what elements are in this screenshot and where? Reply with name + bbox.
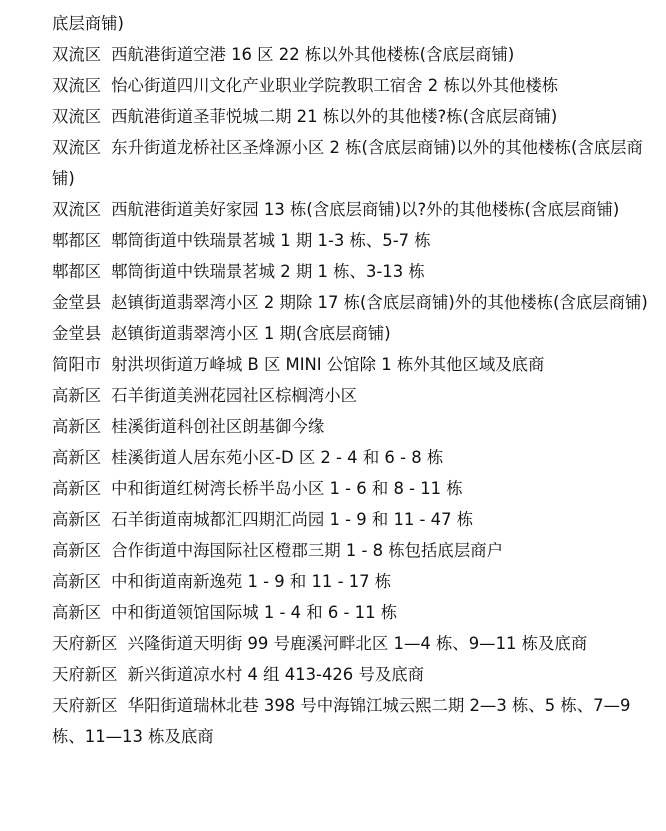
list-item (52, 8, 652, 39)
district-label: 双流区 (52, 200, 102, 219)
list-item (52, 535, 652, 566)
district-label: 天府新区 (52, 665, 118, 684)
entry-text: 西航港街道美好家园 13 栋(含底层商铺)以?外的其他楼栋(含底层商铺) (111, 200, 620, 219)
entry-text: 桂溪街道科创社区朗基御今缘 (111, 417, 325, 436)
list-item (52, 101, 652, 132)
list-item (52, 628, 652, 659)
entry-text: 怡心街道四川文化产业职业学院教职工宿舍 2 栋以外其他楼栋 (111, 76, 559, 95)
list-item (52, 659, 652, 690)
entry-text: 石羊街道美洲花园社区棕榈湾小区 (111, 386, 358, 405)
district-label: 天府新区 (52, 634, 118, 653)
district-label: 简阳市 (52, 355, 102, 374)
list-item (52, 39, 652, 70)
list-item (52, 225, 652, 256)
entry-text: 西航港街道空港 16 区 22 栋以外其他楼栋(含底层商铺) (111, 45, 515, 64)
list-item (52, 473, 652, 504)
list-item (52, 70, 652, 101)
entry-text: 石羊街道南城都汇四期汇尚园 1 - 9 和 11 - 47 栋 (111, 510, 474, 529)
entry-text: 中和街道领馆国际城 1 - 4 和 6 - 11 栋 (111, 603, 398, 622)
entry-text: 射洪坝街道万峰城 B 区 MINI 公馆除 1 栋外其他区域及底商 (111, 355, 545, 374)
district-label: 高新区 (52, 510, 102, 529)
list-item (52, 256, 652, 287)
entry-text: 兴隆街道天明街 99 号鹿溪河畔北区 1—4 栋、9—11 栋及底商 (127, 634, 588, 653)
district-label: 郫都区 (52, 231, 102, 250)
list-item (52, 442, 652, 473)
list-item (52, 380, 652, 411)
district-label: 高新区 (52, 479, 102, 498)
list-item (52, 411, 652, 442)
entry-text: 郫筒街道中铁瑞景茗城 2 期 1 栋、3-13 栋 (111, 262, 425, 281)
district-label: 高新区 (52, 386, 102, 405)
district-label: 高新区 (52, 603, 102, 622)
entry-text: 中和街道红树湾长桥半岛小区 1 - 6 和 8 - 11 栋 (111, 479, 463, 498)
entry-text: 西航港街道圣菲悦城二期 21 栋以外的其他楼?栋(含底层商铺) (111, 107, 558, 126)
list-item (52, 566, 652, 597)
entry-text: 郫筒街道中铁瑞景茗城 1 期 1-3 栋、5-7 栋 (111, 231, 431, 250)
district-label: 高新区 (52, 572, 102, 591)
district-label: 高新区 (52, 448, 102, 467)
entry-text: 新兴街道凉水村 4 组 413-426 号及底商 (127, 665, 425, 684)
entry-text: 底层商铺) (52, 14, 124, 33)
list-item (52, 194, 652, 225)
list-item (52, 318, 652, 349)
document-body (52, 8, 652, 752)
district-label: 双流区 (52, 107, 102, 126)
entry-text: 中和街道南新逸苑 1 - 9 和 11 - 17 栋 (111, 572, 392, 591)
entry-text: 赵镇街道翡翠湾小区 2 期除 17 栋(含底层商铺)外的其他楼栋(含底层商铺) (111, 293, 648, 312)
district-label: 双流区 (52, 138, 102, 157)
entry-text: 赵镇街道翡翠湾小区 1 期(含底层商铺) (111, 324, 391, 343)
district-label: 高新区 (52, 541, 102, 560)
list-item (52, 132, 652, 194)
entry-text: 东升街道龙桥社区圣烽源小区 2 栋(含底层商铺)以外的其他楼栋(含底层商铺) (52, 138, 643, 188)
entry-text: 合作街道中海国际社区橙郡三期 1 - 8 栋包括底层商户 (111, 541, 503, 560)
district-label: 高新区 (52, 417, 102, 436)
district-label: 郫都区 (52, 262, 102, 281)
district-label: 双流区 (52, 45, 102, 64)
entry-text: 桂溪街道人居东苑小区-D 区 2 - 4 和 6 - 8 栋 (111, 448, 444, 467)
entry-text: 华阳街道瑞林北巷 398 号中海锦江城云熙二期 2—3 栋、5 栋、7—9 栋、11—13 栋及底商 (52, 696, 631, 746)
list-item (52, 597, 652, 628)
district-label: 金堂县 (52, 293, 102, 312)
list-item (52, 287, 652, 318)
list-item (52, 349, 652, 380)
district-label: 金堂县 (52, 324, 102, 343)
list-item (52, 690, 652, 752)
district-label: 双流区 (52, 76, 102, 95)
district-label: 天府新区 (52, 696, 118, 715)
list-item (52, 504, 652, 535)
